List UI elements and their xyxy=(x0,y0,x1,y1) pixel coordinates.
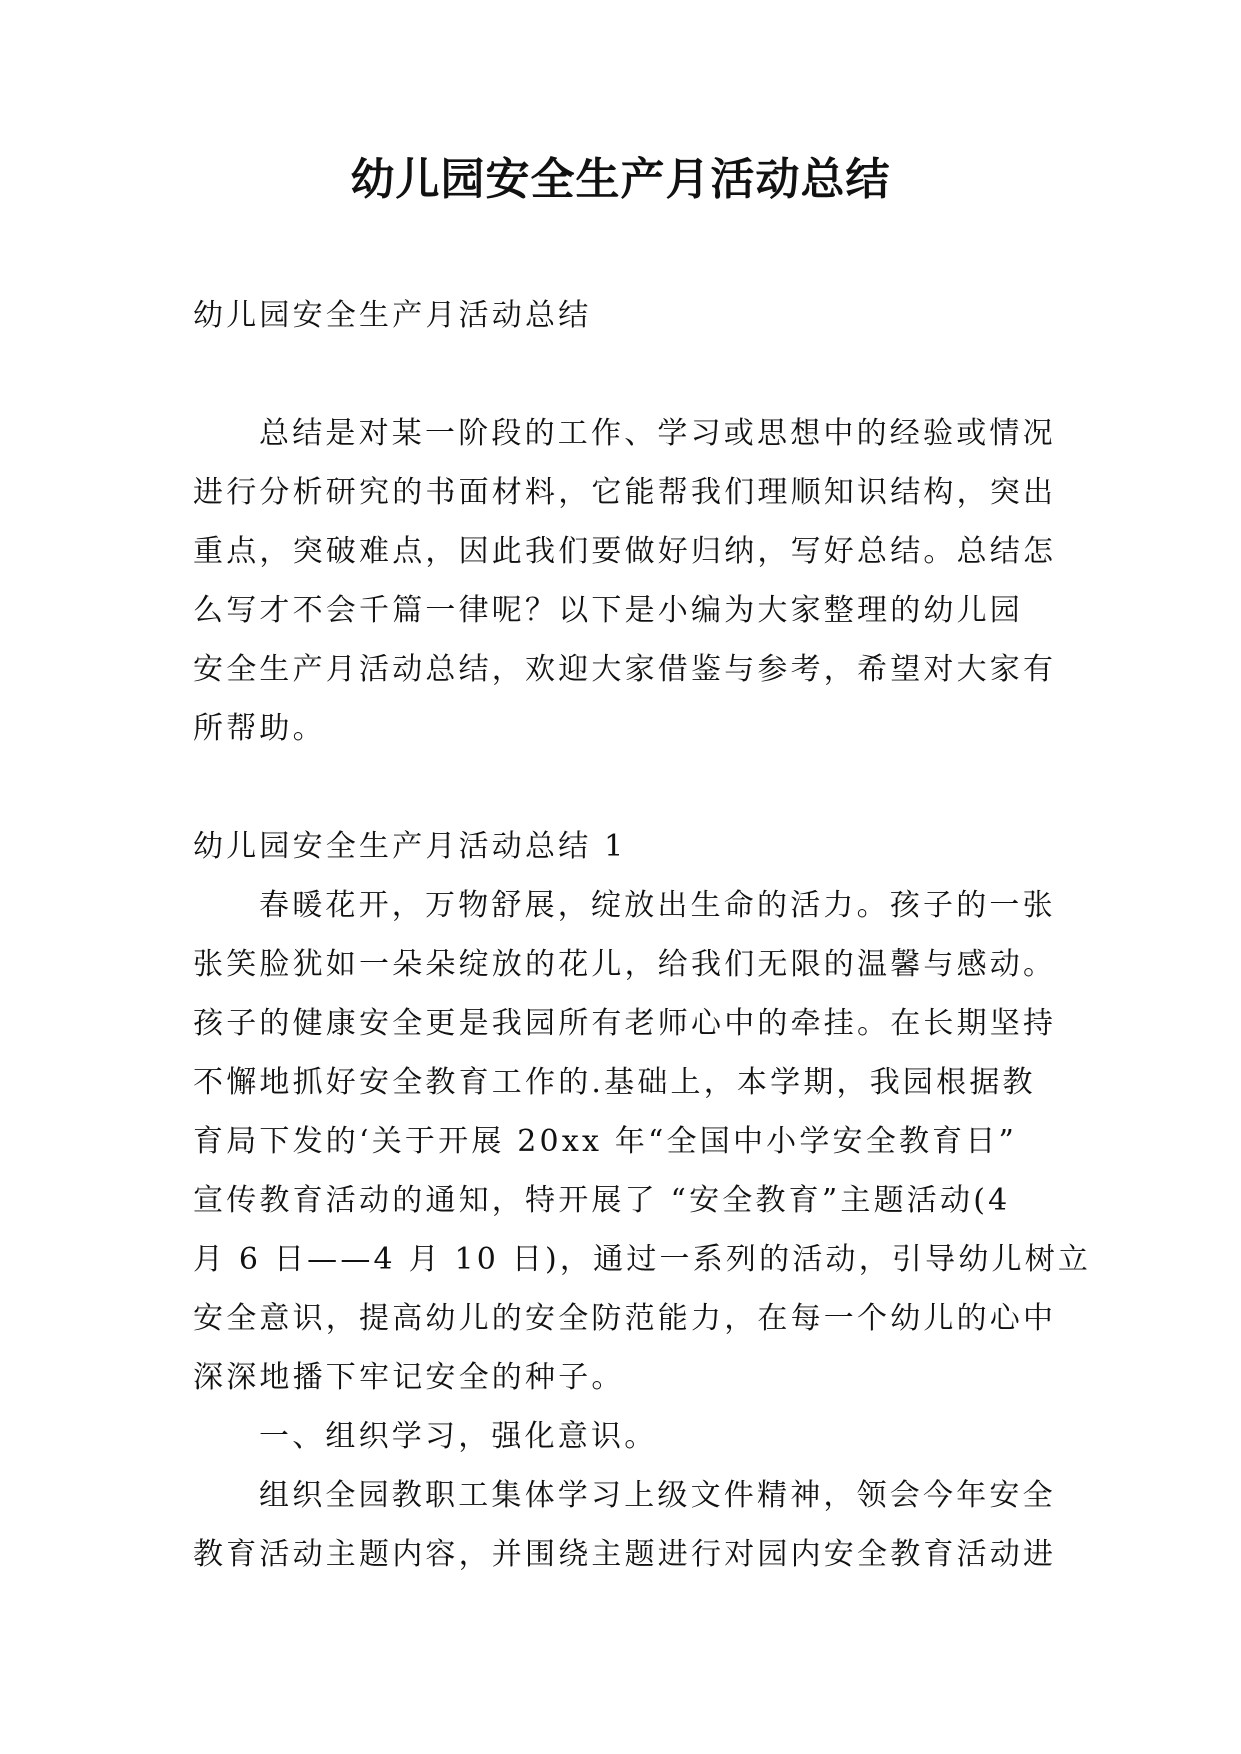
paragraph-line: 宣传教育活动的通知，特开展了 “安全教育”主题活动(4 xyxy=(193,1183,1011,1218)
intro-line: 安全生产月活动总结，欢迎大家借鉴与参考，希望对大家有 xyxy=(193,652,1057,687)
paragraph-line: 张笑脸犹如一朵朵绽放的花儿，给我们无限的温馨与感动。 xyxy=(193,947,1057,982)
blank-line xyxy=(193,345,1153,404)
intro-line: 总结是对某一阶段的工作、学习或思想中的经验或情况 xyxy=(259,416,1056,451)
paragraph-line: 孩子的健康安全更是我园所有老师心中的牵挂。在长期坚持 xyxy=(193,1006,1057,1041)
paragraph-line: 组织全园教职工集体学习上级文件精神，领会今年安全 xyxy=(259,1478,1056,1513)
intro-paragraph xyxy=(193,404,1153,758)
paragraph-line: 不懈地抓好安全教育工作的.基础上，本学期，我园根据教 xyxy=(193,1065,1036,1100)
paragraph-line: 教育活动主题内容，并围绕主题进行对园内安全教育活动进 xyxy=(193,1537,1057,1572)
document-body xyxy=(193,286,1153,1584)
intro-line: 进行分析研究的书面材料，它能帮我们理顺知识结构，突出 xyxy=(193,475,1057,510)
intro-line: 所帮助。 xyxy=(193,711,326,746)
paragraph-line: 春暖花开，万物舒展，绽放出生命的活力。孩子的一张 xyxy=(259,888,1056,923)
section-heading: 幼儿园安全生产月活动总结 1 xyxy=(193,829,627,864)
section-paragraph xyxy=(193,1466,1153,1584)
paragraph-line: 安全意识，提高幼儿的安全防范能力，在每一个幼儿的心中 xyxy=(193,1301,1057,1336)
paragraph-line: 月 6 日——4 月 10 日)，通过一系列的活动，引导幼儿树立 xyxy=(193,1242,1092,1277)
paragraph-line: 深深地播下牢记安全的种子。 xyxy=(193,1360,625,1395)
subsection-heading: 一、组织学习，强化意识。 xyxy=(259,1419,658,1454)
paragraph-line: 育局下发的‘关于开展 20xx 年“全国中小学安全教育日” xyxy=(193,1124,1018,1159)
intro-line: 重点，突破难点，因此我们要做好归纳，写好总结。总结怎 xyxy=(193,534,1057,569)
document-title: 幼儿园安全生产月活动总结 xyxy=(350,154,891,205)
document-subtitle: 幼儿园安全生产月活动总结 xyxy=(193,298,592,333)
section-paragraph xyxy=(193,876,1153,1407)
blank-line xyxy=(193,758,1153,817)
intro-line: 么写才不会千篇一律呢？以下是小编为大家整理的幼儿园 xyxy=(193,593,1023,628)
